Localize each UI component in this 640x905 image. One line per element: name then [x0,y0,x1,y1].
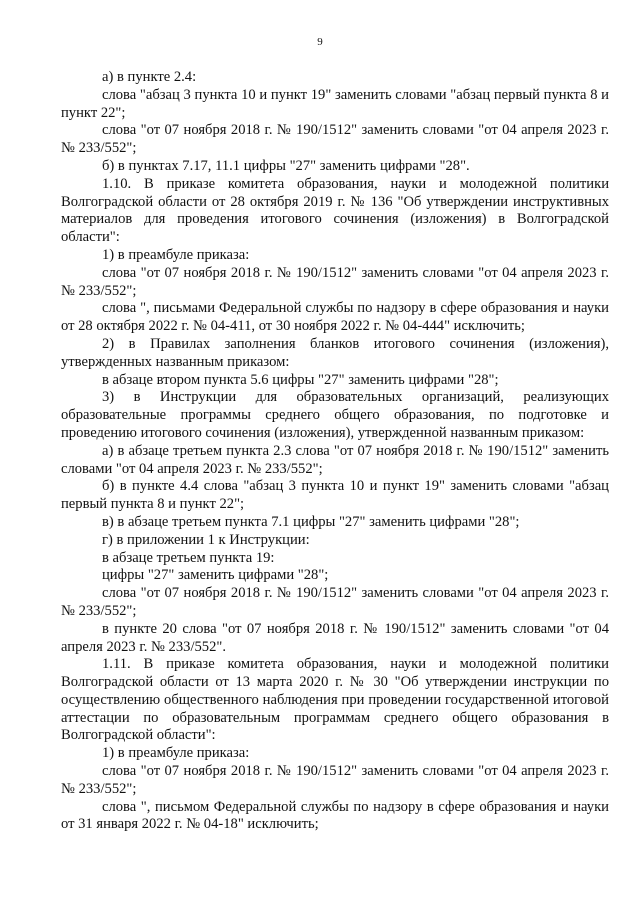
paragraph-words-abzac: слова "абзац 3 пункта 10 и пункт 19" заменить словами "абзац первый пункта 8 и пункт 22"; [61,86,609,121]
paragraph-digits-27-28: цифры "27" заменить цифрами "28"; [102,567,329,584]
paragraph-words-date-2: слова "от 07 ноября 2018 г. № 190/1512" заменить словами "от 04 апреля 2023 г. № 233/552"; [61,264,609,299]
paragraph-section-1-10: 1.10. В приказе комитета образования, науки и молодежной политики Волгоградской области от 28 октября 2019 г. № 136 "Об утверждении инструктивных материалов для проведения итогового сочинения (изложения) в Волгоградской области": [61,175,609,246]
paragraph-item-19: в абзаце третьем пункта 19: [102,549,275,566]
paragraph-section-1-11: 1.11. В приказе комитета образования, науки и молодежной политики Волгоградской области от 13 марта 2020 г. № 30 "Об утверждении инструкции по осуществлению общественного наблюдения при проведении государственной итоговой аттестации по образовательным программам среднего общего образования в Волгоградской области": [61,656,609,744]
paragraph-item-a-2-4: а) в пункте 2.4: [102,69,197,85]
page-number: 9 [317,36,323,48]
paragraph-item-b-7-17: б) в пунктах 7.17, 11.1 цифры "27" заменить цифрами "28". [102,157,470,174]
paragraph-item-20: в пункте 20 слова "от 07 ноября 2018 г. № 190/1512" заменить словами "от 04 апреля 2023 г. № 233/552". [61,620,609,655]
paragraph-letter-exclude-2: слова ", письмом Федеральной службы по надзору в сфере образования и науки от 31 января 2022 г. № 04-18" исключить; [61,798,609,833]
paragraph-item-a-2-3: а) в абзаце третьем пункта 2.3 слова "от 07 ноября 2018 г. № 190/1512" заменить словами "от 04 апреля 2023 г. № 233/552"; [61,442,609,477]
paragraph-instruction: 3) в Инструкции для образовательных организаций, реализующих образовательные программы среднего общего образования, по подготовке и проведению итогового сочинения (изложения), утвержденной названным приказом: [61,389,609,441]
paragraph-item-5-6: в абзаце втором пункта 5.6 цифры "27" заменить цифрами "28"; [102,371,499,388]
paragraph-words-date-1: слова "от 07 ноября 2018 г. № 190/1512" заменить словами "от 04 апреля 2023 г. № 233/552"; [61,122,609,157]
paragraph-letters-exclude-1: слова ", письмами Федеральной службы по надзору в сфере образования и науки от 28 октября 2022 г. № 04-411, от 30 ноября 2022 г. № 04-444" исключить; [61,300,609,335]
paragraph-item-b-4-4: б) в пункте 4.4 слова "абзац 3 пункта 10 и пункт 19" заменить словами "абзац первый пункта 8 и пункт 22"; [61,478,609,513]
paragraph-item-g-appendix: г) в приложении 1 к Инструкции: [102,531,310,548]
paragraph-rules-forms: 2) в Правилах заполнения бланков итогового сочинения (изложения), утвержденных названным приказом: [61,335,609,370]
paragraph-preamble-2: 1) в преамбуле приказа: [102,745,250,762]
paragraph-item-v-7-1: в) в абзаце третьем пункта 7.1 цифры "27" заменить цифрами "28"; [102,513,520,530]
paragraph-words-date-3: слова "от 07 ноября 2018 г. № 190/1512" заменить словами "от 04 апреля 2023 г. № 233/552"; [61,585,609,619]
document-body [61,69,609,834]
paragraph-preamble-1: 1) в преамбуле приказа: [102,246,250,263]
paragraph-words-date-4: слова "от 07 ноября 2018 г. № 190/1512" заменить словами "от 04 апреля 2023 г. № 233/552"; [61,763,609,797]
